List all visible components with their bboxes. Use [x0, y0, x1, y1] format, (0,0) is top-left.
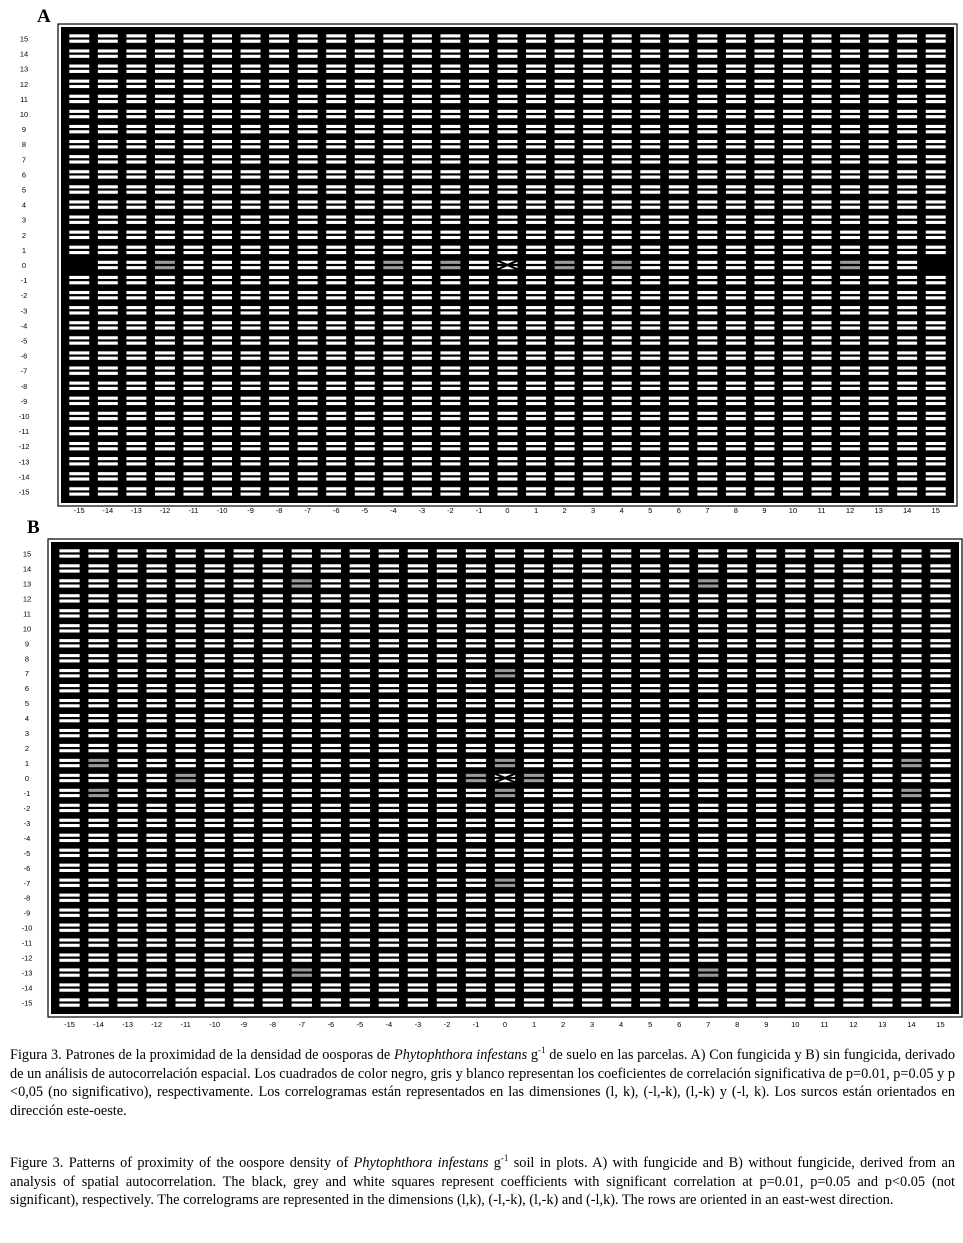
y-tick-label: -15: [18, 487, 30, 497]
y-tick-label: 2: [24, 744, 30, 754]
y-tick-label: -4: [23, 833, 31, 843]
x-tick-label: 1: [531, 1020, 537, 1029]
x-tick-label: 11: [817, 506, 826, 515]
x-tick-label: 10: [791, 1020, 800, 1029]
y-tick-label: -11: [18, 427, 30, 437]
caption-en-lead: Figure 3. Patterns of proximity of the oospore density of: [10, 1155, 354, 1171]
x-tick-label: -4: [385, 1020, 393, 1029]
y-tick-label: -14: [21, 983, 33, 993]
y-tick-label: 12: [19, 79, 29, 89]
y-tick-label: -12: [18, 442, 30, 452]
x-tick-label: -13: [122, 1020, 134, 1029]
x-tick-label: 3: [590, 1020, 595, 1029]
x-tick-label: 11: [820, 1020, 829, 1029]
y-tick-label: 5: [21, 185, 27, 195]
y-tick-label: -11: [21, 938, 33, 948]
x-tick-label: -7: [298, 1020, 306, 1029]
y-tick-label: 2: [21, 230, 27, 240]
y-tick-label: 14: [19, 49, 29, 59]
y-tick-label: 1: [21, 245, 27, 255]
y-tick-label: 3: [21, 215, 27, 225]
caption-en-rest: soil in plots. A) with fungicide and B) without fungicide, derived from an analysis of spatial autocorrelation. The black, grey and white squares represent coefficients with significant correlation at p=0.01, p=0.05 and p<0.05 (not significant), respectively. The correlograms are represented in the dimensions (l,k), (-l,-k), (l,-k) and (-l,k). The rows are oriented in an east-west direction.: [10, 1155, 955, 1209]
x-tick-label: 12: [849, 1020, 858, 1029]
x-tick-label: -15: [73, 506, 85, 515]
y-tick-label: -14: [18, 472, 30, 482]
x-tick-label: -9: [247, 506, 254, 515]
y-tick-label: -5: [23, 848, 31, 858]
x-tick-label: -2: [443, 1020, 451, 1029]
y-tick-label: 9: [21, 125, 27, 135]
y-tick-label: 4: [21, 200, 27, 210]
y-tick-label: 15: [19, 34, 29, 44]
y-tick-label: 7: [21, 155, 27, 165]
caption-english: [10, 1154, 955, 1210]
x-tick-label: -10: [216, 506, 228, 515]
y-tick-label: -3: [20, 306, 28, 316]
correlogram-cell: [65, 258, 94, 272]
y-tick-label: -4: [20, 321, 28, 331]
y-tick-label: -7: [20, 366, 28, 376]
y-tick-label: 10: [19, 110, 29, 120]
y-tick-label: 5: [24, 699, 30, 709]
caption-spanish: [10, 1046, 955, 1120]
y-tick-label: -15: [21, 998, 33, 1008]
y-tick-label: -2: [20, 291, 28, 301]
caption-en-superscript: -1: [500, 1153, 509, 1164]
caption-es-rest: de suelo en las parcelas. A) Con fungicida y B) sin fungicida, derivado de un análisis de autocorrelación espacial. Los cuadrados de color negro, gris y blanco representan los coeficientes de correlación significativa de p=0.01, p=0.05 y p <0,05 (no significativo), respectivamente. Los correlogramas están representados en las dimensiones (l, k), (-l,-k), (l,-k) y (-l, k). Los surcos están orientados en dirección este-oeste.: [10, 1047, 955, 1119]
y-tick-label: -2: [23, 803, 31, 813]
x-tick-label: 0: [502, 1020, 508, 1029]
y-tick-label: -9: [20, 396, 28, 406]
caption-en-species: Phytophthora infestans: [353, 1155, 489, 1171]
correlogram-panel-b: [0, 515, 963, 1045]
y-tick-label: 3: [24, 729, 30, 739]
y-tick-label: 12: [22, 594, 32, 604]
x-tick-label: 3: [591, 506, 596, 515]
y-tick-label: -12: [21, 953, 33, 963]
x-tick-label: 2: [560, 1020, 566, 1029]
y-tick-label: 0: [21, 261, 27, 270]
y-tick-label: -6: [20, 351, 28, 361]
x-tick-label: 8: [733, 506, 738, 515]
x-tick-label: 2: [562, 506, 567, 515]
x-tick-label: -4: [389, 506, 397, 515]
x-tick-label: 7: [706, 1020, 711, 1029]
y-tick-label: 0: [24, 774, 30, 783]
y-tick-label: 6: [21, 170, 27, 180]
x-tick-label: 13: [874, 506, 883, 515]
x-tick-label: -8: [275, 506, 283, 515]
y-tick-label: -6: [23, 863, 31, 873]
y-tick-label: -13: [18, 457, 30, 467]
x-tick-label: 9: [764, 1020, 769, 1029]
x-tick-label: -7: [304, 506, 311, 515]
y-tick-label: 13: [22, 579, 32, 589]
x-tick-label: -3: [418, 506, 426, 515]
x-tick-label: -12: [151, 1020, 163, 1029]
x-tick-label: -11: [180, 1020, 191, 1029]
x-tick-label: -2: [447, 506, 454, 515]
x-tick-label: 13: [878, 1020, 887, 1029]
panel-label: B: [27, 517, 40, 538]
y-tick-label: 8: [24, 654, 30, 664]
y-tick-label: -1: [20, 276, 28, 286]
y-tick-label: 4: [24, 714, 30, 724]
caption-es-superscript: -1: [538, 1045, 546, 1056]
x-tick-label: 15: [931, 506, 940, 515]
y-tick-label: 10: [22, 624, 32, 634]
y-tick-label: -10: [18, 411, 30, 421]
y-tick-label: -7: [23, 878, 31, 888]
x-tick-label: -13: [130, 506, 142, 515]
x-tick-label: -9: [240, 1020, 248, 1029]
caption-en-unit: g: [488, 1155, 501, 1171]
caption-es-lead: Figura 3. Patrones de la proximidad de la densidad de oosporas de: [10, 1047, 394, 1063]
x-tick-label: 10: [788, 506, 798, 515]
x-tick-label: -5: [361, 506, 369, 515]
x-tick-label: -12: [159, 506, 171, 515]
y-tick-label: 15: [22, 549, 32, 559]
x-tick-label: 6: [677, 1020, 682, 1029]
x-tick-label: 15: [936, 1020, 945, 1029]
y-tick-label: -10: [21, 923, 33, 933]
x-tick-label: -14: [93, 1020, 104, 1029]
x-tick-label: 6: [676, 506, 681, 515]
y-tick-label: 11: [20, 94, 28, 104]
correlogram-panel-a: [0, 0, 963, 515]
x-tick-label: 14: [903, 506, 912, 515]
panel-label: A: [37, 6, 51, 27]
y-tick-label: 1: [24, 759, 30, 769]
x-tick-label: -6: [332, 506, 340, 515]
y-tick-label: 9: [24, 639, 30, 649]
y-tick-label: 6: [24, 684, 30, 694]
y-tick-label: -5: [20, 336, 28, 346]
x-tick-label: -5: [356, 1020, 364, 1029]
y-tick-label: 14: [22, 564, 32, 574]
x-tick-label: 1: [533, 506, 539, 515]
x-tick-label: 7: [705, 506, 710, 515]
x-tick-label: -1: [475, 506, 483, 515]
y-tick-label: -3: [23, 818, 31, 828]
x-tick-label: 5: [648, 506, 653, 515]
y-tick-label: 8: [21, 140, 27, 150]
y-tick-label: -8: [23, 893, 31, 903]
x-tick-label: 14: [907, 1020, 916, 1029]
y-tick-label: 7: [24, 669, 30, 679]
x-tick-label: -6: [327, 1020, 335, 1029]
x-tick-label: 5: [648, 1020, 653, 1029]
caption-es-species: Phytophthora infestans: [393, 1047, 528, 1063]
x-tick-label: 0: [505, 506, 510, 515]
correlogram-cell: [921, 258, 950, 272]
y-tick-label: -1: [23, 788, 31, 798]
y-tick-label: 13: [19, 64, 29, 74]
x-tick-label: 4: [619, 1020, 624, 1029]
y-tick-label: 11: [23, 609, 31, 619]
x-tick-label: -8: [269, 1020, 277, 1029]
y-tick-label: -9: [23, 908, 31, 918]
y-tick-label: -8: [20, 381, 28, 391]
x-tick-label: -1: [472, 1020, 480, 1029]
x-tick-label: 12: [845, 506, 855, 515]
x-tick-label: -3: [414, 1020, 422, 1029]
caption-es-unit: g: [527, 1047, 538, 1063]
x-tick-label: -11: [188, 506, 199, 515]
x-tick-label: -14: [102, 506, 114, 515]
x-tick-label: 9: [762, 506, 767, 515]
y-tick-label: -13: [21, 968, 33, 978]
x-tick-label: -10: [209, 1020, 221, 1029]
x-tick-label: 8: [735, 1020, 740, 1029]
x-tick-label: -15: [64, 1020, 75, 1029]
x-tick-label: 4: [619, 506, 624, 515]
